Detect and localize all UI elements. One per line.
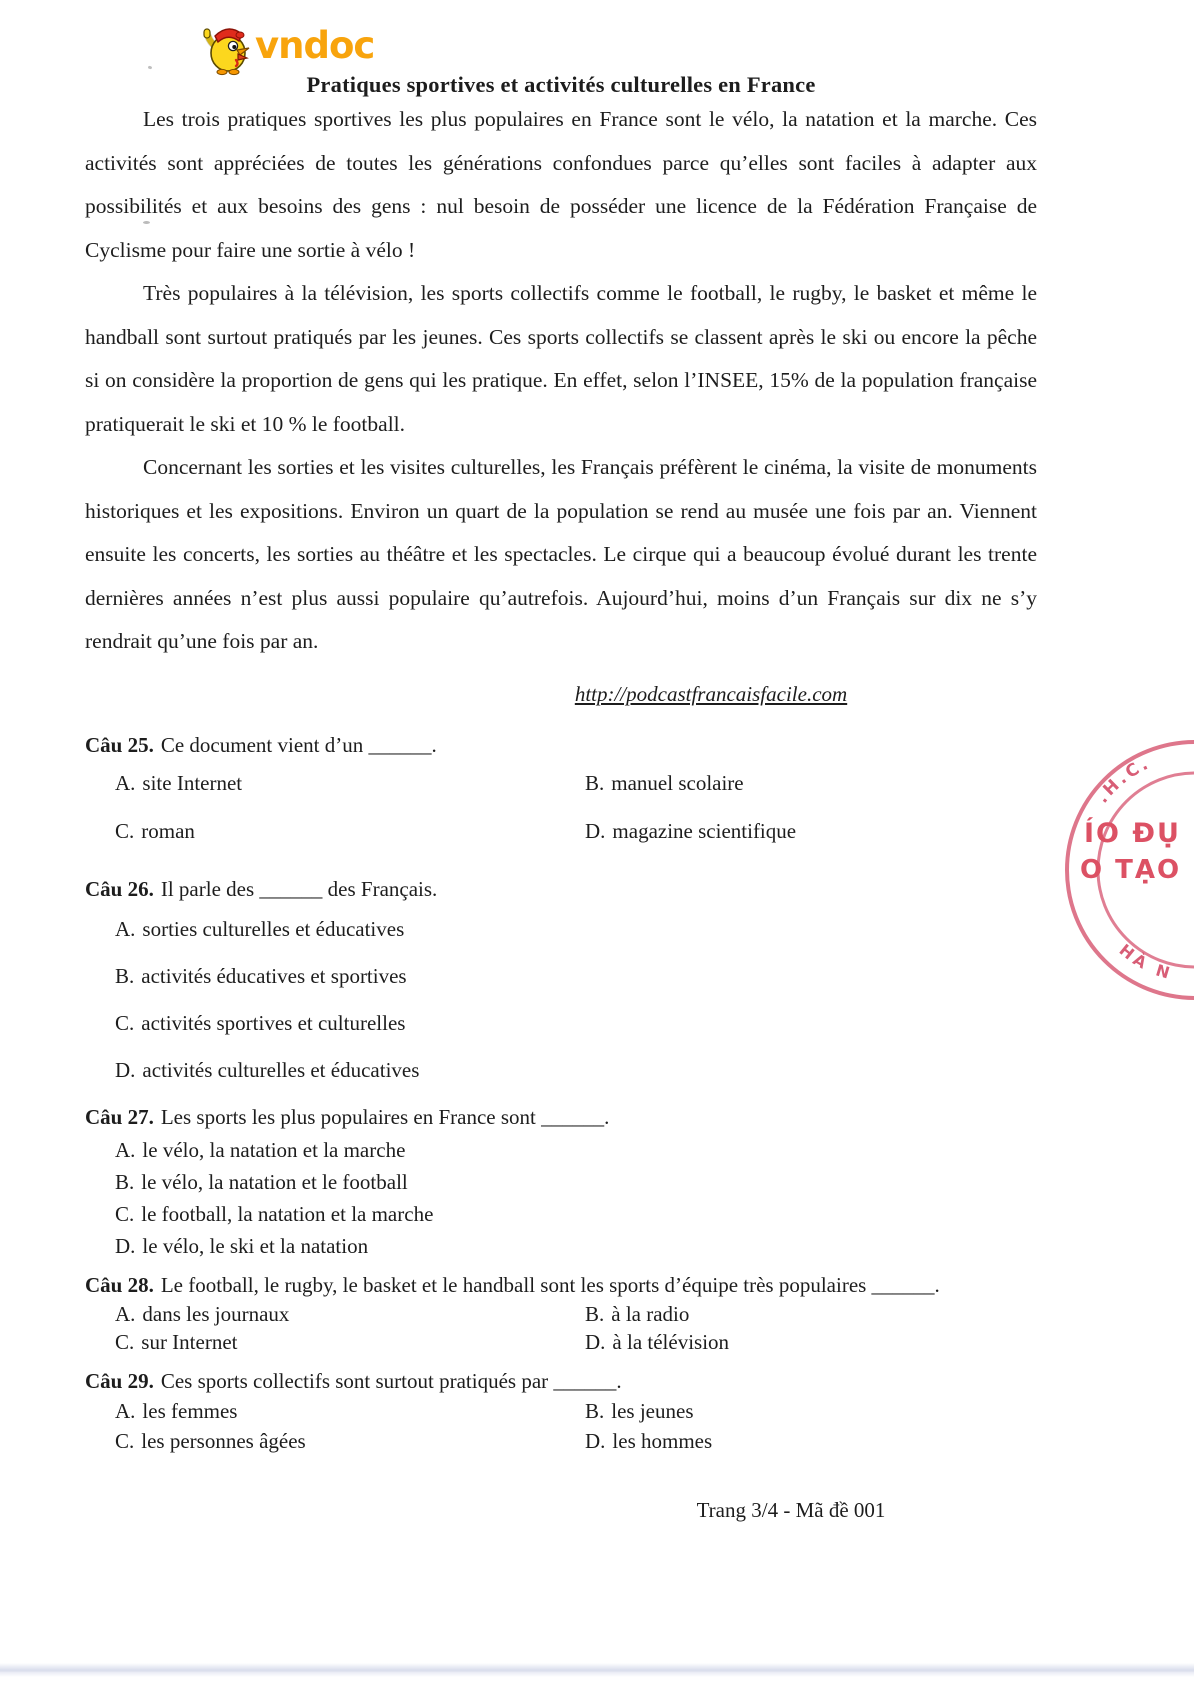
question-line [85,1102,1037,1132]
option-a [115,914,1037,944]
option-b [115,961,1037,991]
question-text: Les sports les plus populaires en France sont ______. [160,1104,610,1129]
options [85,768,1037,846]
option-text: les jeunes [611,1398,694,1423]
option-key: C. [115,1428,135,1453]
option-text: activités éducatives et sportives [141,963,407,988]
option-key: B. [115,1169,135,1194]
option-key: C. [115,1329,135,1354]
option-a [115,1396,585,1426]
option-a [115,1134,1037,1166]
option-key: C. [115,1201,135,1226]
options [85,1134,1037,1262]
question-26 [85,874,1037,1085]
option-key: B. [585,1398,605,1423]
option-d [585,1328,1037,1356]
option-text: activités culturelles et éducatives [142,1057,420,1082]
bottom-scan-edge [0,1663,1194,1672]
stamp-arc-top-text: .H.C. [1092,752,1154,808]
option-text: site Internet [142,770,243,795]
option-text: à la télévision [612,1329,730,1354]
stamp-arc-bottom-text: HÀ N [1115,940,1176,984]
option-b [585,1396,1037,1426]
question-text: Le football, le rugby, le basket et le handball sont les sports d’équipe très populaires ______. [160,1272,940,1297]
option-text: les personnes âgées [141,1428,306,1453]
option-d [115,1230,1037,1262]
option-b [585,1300,1037,1328]
stamp-mid-line-1: ÍO ĐỤ [1084,818,1181,849]
option-text: les femmes [142,1398,238,1423]
option-text: le vélo, la natation et la marche [142,1137,406,1162]
question-line [85,1270,1037,1300]
question-27 [85,1102,1037,1262]
option-key: B. [585,1301,605,1326]
option-text: manuel scolaire [611,770,744,795]
paragraph: Les trois pratiques sportives les plus populaires en France sont le vélo, la natation et la marche. Ces activités sont appréciées de toutes les générations confondues parce qu’elles sont faciles à adapter aux possibilités et aux besoins des gens : nul besoin de posséder une licence de la Fédération Française de Cyclisme pour faire une sortie à vélo ! [85,107,1037,262]
options [85,1300,1037,1356]
option-c [115,816,585,846]
source-citation [85,680,1037,708]
source-url-text: http://podcastfrancaisfacile.com [574,681,848,706]
paragraph: Concernant les sorties et les visites culturelles, les Français préfèrent le cinéma, la visite de monuments historiques et les expositions. Environ un quart de la population se rend au musée une fois par an. Viennent ensuite les concerts, les sorties au théâtre et les spectacles. Le cirque qui a beaucoup évolué durant les trente dernières années n’est plus aussi populaire qu’autrefois. Aujourd’hui, moins d’un Français sur dix ne s’y rendrait qu’une fois par an. [85,455,1037,653]
option-c [115,1198,1037,1230]
question-29 [85,1366,1037,1456]
option-text: le football, la natation et la marche [141,1201,434,1226]
brand-text: vndoc [255,23,375,67]
page-footer: Trang 3/4 - Mã đề 001 [696,1497,886,1522]
document-body [85,0,1037,1524]
bottom-scan-edge [0,1672,1194,1677]
option-key: D. [585,818,606,843]
option-key: C. [115,818,135,843]
question-text: Ces sports collectifs sont surtout pratiqués par ______. [160,1368,622,1393]
options [85,914,1037,1085]
option-d [585,816,1037,846]
option-text: les hommes [612,1428,713,1453]
option-key: D. [585,1329,606,1354]
option-text: dans les journaux [142,1301,290,1326]
option-c [115,1426,585,1456]
option-c [115,1008,1037,1038]
question-label: Câu 26. [85,876,154,901]
option-text: le vélo, le ski et la natation [142,1233,369,1258]
option-key: D. [115,1057,136,1082]
option-key: A. [115,1137,136,1162]
option-key: D. [585,1428,606,1453]
option-d [115,1055,1037,1085]
option-a [115,768,585,798]
question-line [85,1366,1037,1396]
option-text: magazine scientifique [612,818,797,843]
option-text: sorties culturelles et éducatives [142,916,405,941]
option-key: A. [115,916,136,941]
question-label: Câu 27. [85,1104,154,1129]
option-key: B. [115,963,135,988]
question-text: Ce document vient d’un ______. [160,732,437,757]
question-line [85,874,1037,904]
option-key: A. [115,1398,136,1423]
question-text: Il parle des ______ des Français. [160,876,438,901]
option-c [115,1328,585,1356]
option-a [115,1300,585,1328]
option-text: à la radio [611,1301,690,1326]
option-b [585,768,1037,798]
option-b [115,1166,1037,1198]
page-title: Pratiques sportives et activités culturelles en France [306,72,816,97]
question-label: Câu 28. [85,1272,154,1297]
ministry-stamp [1054,736,1194,1006]
question-28 [85,1270,1037,1356]
question-25 [85,730,1037,846]
option-key: A. [115,1301,136,1326]
paragraph: Très populaires à la télévision, les sports collectifs comme le football, le rugby, le basket et même le handball sont surtout pratiqués par les jeunes. Ces sports collectifs se classent après le ski ou encore la pêche si on considère la proportion de gens qui les pratique. En effet, selon l’INSEE, 15% de la population française pratiquerait le ski et 10 % le football. [85,281,1037,436]
question-label: Câu 29. [85,1368,154,1393]
option-key: B. [585,770,605,795]
question-line [85,730,1037,760]
option-key: C. [115,1010,135,1035]
stamp-mid-line-2: O TẠO [1080,855,1182,885]
options [85,1396,1037,1456]
question-label: Câu 25. [85,732,154,757]
option-text: roman [141,818,195,843]
option-text: sur Internet [141,1329,238,1354]
option-text: activités sportives et culturelles [141,1010,406,1035]
option-key: A. [115,770,136,795]
option-text: le vélo, la natation et le football [141,1169,408,1194]
option-d [585,1426,1037,1456]
option-key: D. [115,1233,136,1258]
